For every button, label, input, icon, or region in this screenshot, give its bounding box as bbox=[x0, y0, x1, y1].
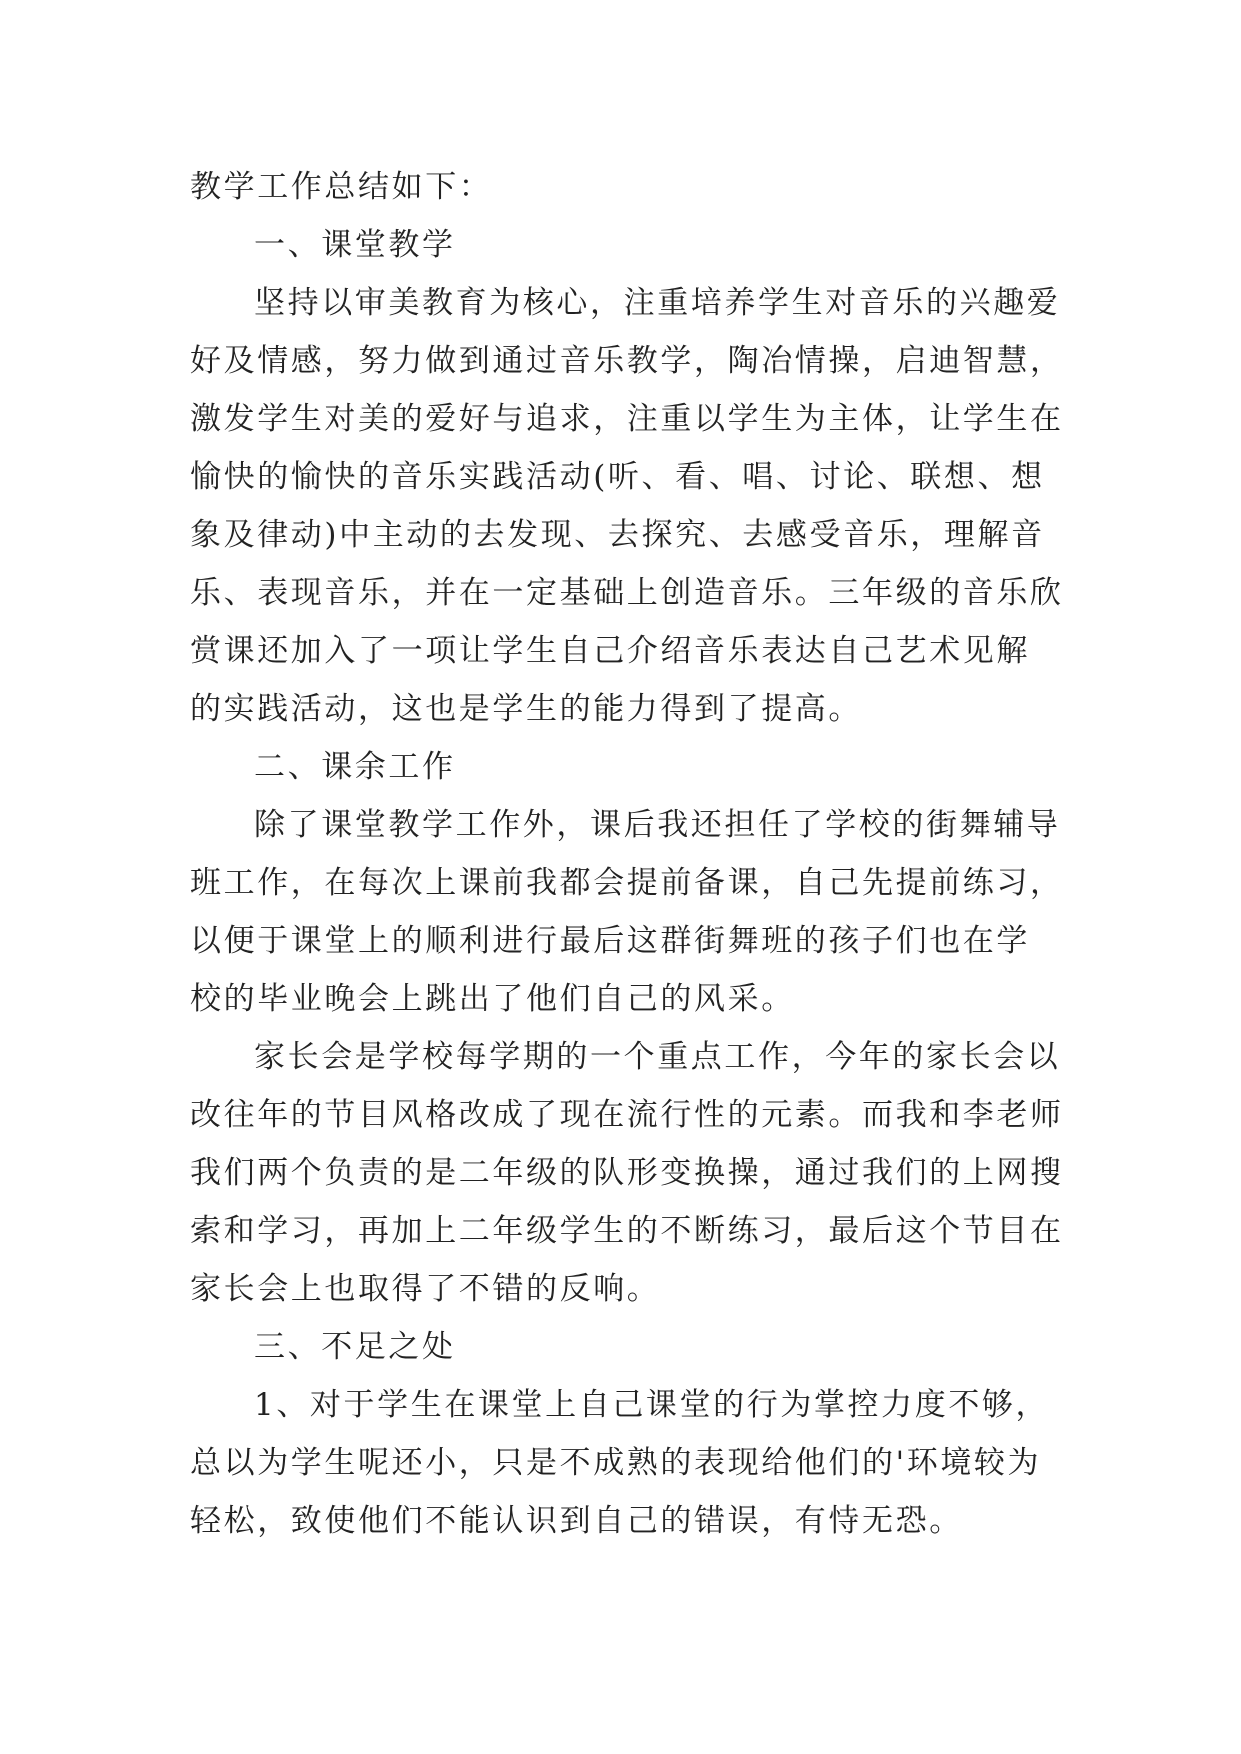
text-line: 坚持以审美教育为核心，注重培养学生对音乐的兴趣爱 bbox=[254, 285, 1061, 321]
text-line: 改往年的节目风格改成了现在流行性的元素。而我和李老师 bbox=[190, 1097, 1064, 1133]
text-line: 我们两个负责的是二年级的队形变换操，通过我们的上网搜 bbox=[190, 1155, 1064, 1191]
text-line: 总以为学生呢还小，只是不成熟的表现给他们的'环境较为 bbox=[190, 1445, 1042, 1481]
text-line: 班工作，在每次上课前我都会提前备课，自己先提前练习， bbox=[190, 865, 1064, 901]
text-line: 象及律动)中主动的去发现、去探究、去感受音乐，理解音 bbox=[190, 517, 1045, 553]
section-heading-extracurricular-work: 二、课余工作 bbox=[254, 749, 456, 785]
text-line: 轻松，致使他们不能认识到自己的错误，有恃无恐。 bbox=[190, 1503, 963, 1539]
text-line: 家长会上也取得了不错的反响。 bbox=[190, 1271, 661, 1307]
text-line: 索和学习，再加上二年级学生的不断练习，最后这个节目在 bbox=[190, 1213, 1064, 1249]
section-heading-classroom-teaching: 一、课堂教学 bbox=[254, 227, 456, 263]
text-line: 好及情感，努力做到通过音乐教学，陶冶情操，启迪智慧， bbox=[190, 343, 1064, 379]
text-line: 家长会是学校每学期的一个重点工作，今年的家长会以 bbox=[254, 1039, 1061, 1075]
text-line: 激发学生对美的爱好与追求，注重以学生为主体，让学生在 bbox=[190, 401, 1064, 437]
text-line: 1、对于学生在课堂上自己课堂的行为掌控力度不够， bbox=[254, 1387, 1050, 1423]
text-line: 除了课堂教学工作外，课后我还担任了学校的街舞辅导 bbox=[254, 807, 1061, 843]
document-body bbox=[190, 158, 1064, 1550]
text-line: 乐、表现音乐，并在一定基础上创造音乐。三年级的音乐欣 bbox=[190, 575, 1064, 611]
text-line: 的实践活动，这也是学生的能力得到了提高。 bbox=[190, 691, 862, 727]
text-line: 校的毕业晚会上跳出了他们自己的风采。 bbox=[190, 981, 795, 1017]
text-line: 赏课还加入了一项让学生自己介绍音乐表达自己艺术见解 bbox=[190, 633, 1030, 669]
text-line: 教学工作总结如下： bbox=[190, 169, 493, 205]
section-heading-shortcomings: 三、不足之处 bbox=[254, 1329, 456, 1365]
text-line: 愉快的愉快的音乐实践活动(听、看、唱、讨论、联想、想 bbox=[190, 459, 1045, 495]
text-line: 以便于课堂上的顺利进行最后这群街舞班的孩子们也在学 bbox=[190, 923, 1030, 959]
